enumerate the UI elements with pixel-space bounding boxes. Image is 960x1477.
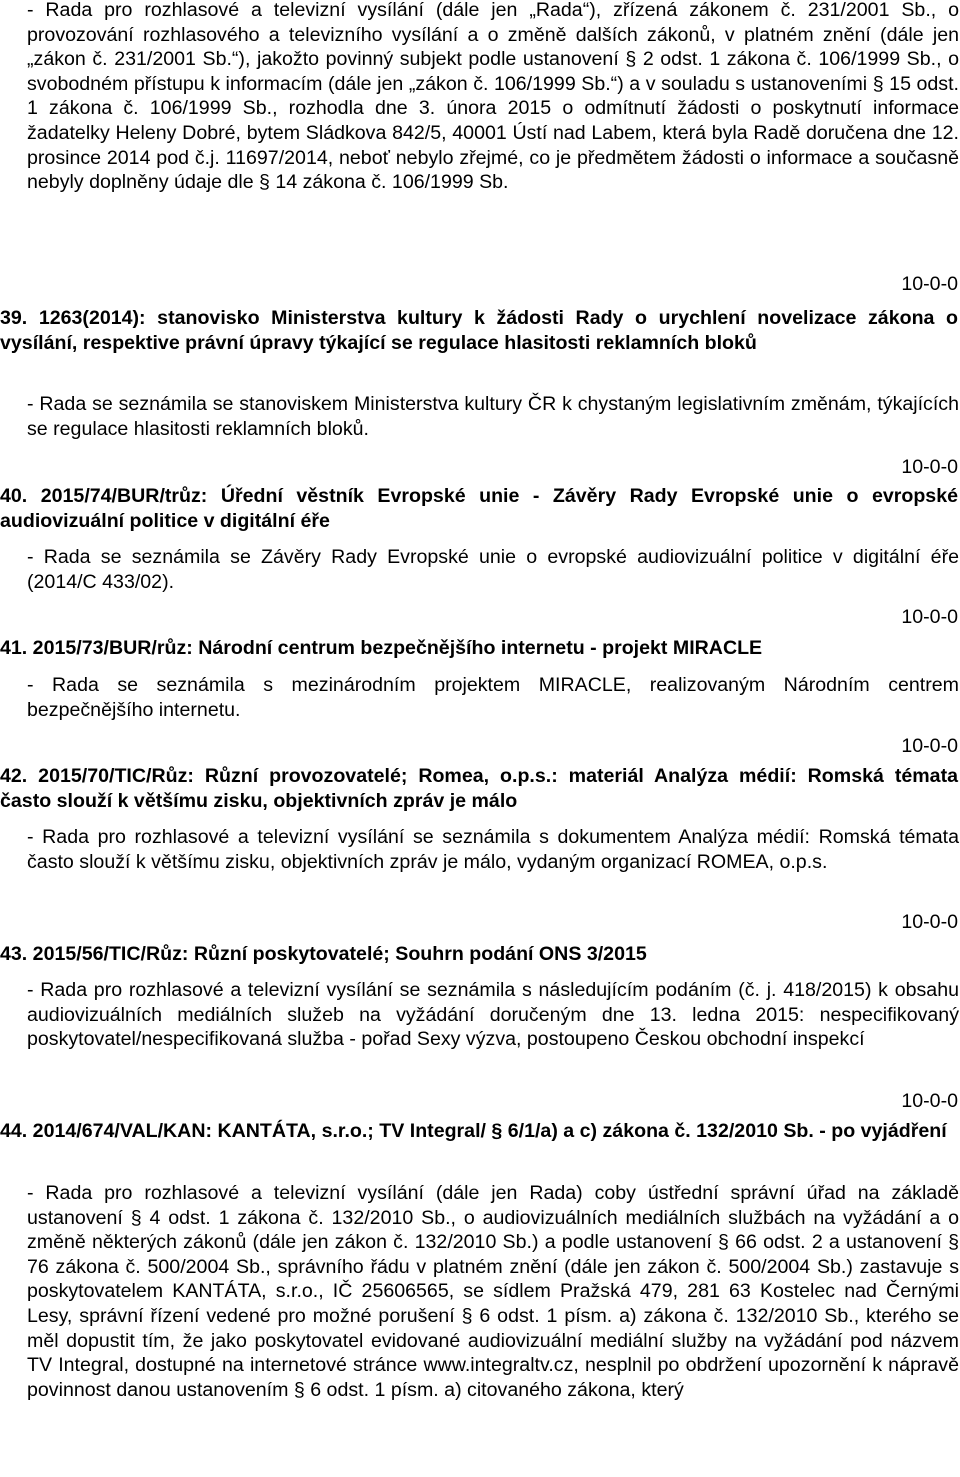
paragraph-item-43: - Rada pro rozhlasové a televizní vysílání se seznámila s následujícím podáním (č. j. 418/2015) k obsahu audiovizuálních mediálních služeb na vyžádání doručeným dne 13. ledna 2015: nespecifikovaný poskytovatel/nespecifikovaná služba - pořad Sexy výzva, postoupeno Českou obchodní inspekcí <box>27 979 959 1051</box>
paragraph-item-40: - Rada se seznámila se Závěry Rady Evropské unie o evropské audiovizuální politice v digitální éře (2014/C 433/02). <box>27 546 959 593</box>
vote-result: 10-0-0 <box>901 1090 958 1112</box>
vote-result: 10-0-0 <box>901 911 958 933</box>
vote-result: 10-0-0 <box>901 735 958 757</box>
item-heading-40: 40. 2015/74/BUR/trůz: Úřední věstník Evropské unie - Závěry Rady Evropské unie o evropské audiovizuální politice v digitální éře <box>0 485 958 532</box>
paragraph-item-42: - Rada pro rozhlasové a televizní vysílání se seznámila s dokumentem Analýza médií: Romská témata často slouží k většímu zisku, objektivních zpráv je málo, vydaným organizací ROMEA, o.p.s. <box>27 826 959 873</box>
item-heading-41: 41. 2015/73/BUR/růz: Národní centrum bezpečnějšího internetu - projekt MIRACLE <box>0 637 763 659</box>
vote-result: 10-0-0 <box>901 456 958 478</box>
item-heading-42: 42. 2015/70/TIC/Růz: Různí provozovatelé; Romea, o.p.s.: materiál Analýza médií: Romská témata často slouží k většímu zisku, objektivních zpráv je málo <box>0 765 958 812</box>
paragraph-item-41: - Rada se seznámila s mezinárodním projektem MIRACLE, realizovaným Národním centrem bezpečnějšího internetu. <box>27 674 959 721</box>
item-heading-43: 43. 2015/56/TIC/Růz: Různí poskytovatelé; Souhrn podání ONS 3/2015 <box>0 943 647 965</box>
paragraph-item-39: - Rada se seznámila se stanoviskem Ministerstva kultury ČR k chystaným legislativním změnám, týkajících se regulace hlasitosti reklamních bloků. <box>27 393 959 440</box>
item-heading-39: 39. 1263(2014): stanovisko Ministerstva kultury k žádosti Rady o urychlení novelizace zákona o vysílání, respektive právní úpravy týkající se regulace hlasitosti reklamních bloků <box>0 307 958 354</box>
paragraph-item-44: - Rada pro rozhlasové a televizní vysílání (dále jen Rada) coby ústřední správní úřad na základě ustanovení § 4 odst. 1 zákona č. 132/2010 Sb., o audiovizuálních mediálních službách na vyžádání a o změně některých zákonů (dále jen zákon č. 132/2010 Sb.) a podle ustanovení § 66 odst. 2 a ustanovení § 76 zákona č. 500/2004 Sb., správního řádu v platném znění (dále jen zákon č. 500/2004 Sb.) zastavuje s poskytovatelem KANTÁTA, s.r.o., IČ 25606565, se sídlem Pražská 479, 281 63 Kostelec nad Černými Lesy, správní řízení vedené pro možné porušení § 6 odst. 1 písm. a) zákona č. 132/2010 Sb., kterého se měl dopustit tím, že jako poskytovatel evidované audiovizuální mediální služby na vyžádání pod názvem TV Integral, dostupné na internetové stránce www.integraltv.cz, nesplnil po obdržení upozornění k nápravě povinnost danou ustanovením § 6 odst. 1 písm. a) citovaného zákona, který <box>27 1182 959 1401</box>
item-heading-44: 44. 2014/674/VAL/KAN: KANTÁTA, s.r.o.; TV Integral/ § 6/1/a) a c) zákona č. 132/2010 Sb. - po vyjádření <box>0 1120 947 1142</box>
vote-result: 10-0-0 <box>901 273 958 295</box>
vote-result: 10-0-0 <box>901 606 958 628</box>
paragraph-decision-info-request: - Rada pro rozhlasové a televizní vysílání (dále jen „Rada“), zřízená zákonem č. 231/2001 Sb., o provozování rozhlasového a televizního vysílání a o změně dalších zákonů, v platném znění (dále jen „zákon č. 231/2001 Sb.“), jakožto povinný subjekt podle ustanovení § 2 odst. 1 zákona č. 106/1999 Sb., o svobodném přístupu k informacím (dále jen „zákon č. 106/1999 Sb.“) a v souladu s ustanoveními § 15 odst. 1 zákona č. 106/1999 Sb., rozhodla dne 3. února 2015 o odmítnutí žádosti o poskytnutí informace žadatelky Heleny Dobré, bytem Sládkova 842/5, 40001 Ústí nad Labem, která byla Radě doručena dne 12. prosince 2014 pod č.j. 11697/2014, neboť nebylo zřejmé, co je předmětem žádosti o informace a současně nebyly doplněny údaje dle § 14 zákona č. 106/1999 Sb. <box>27 0 959 194</box>
